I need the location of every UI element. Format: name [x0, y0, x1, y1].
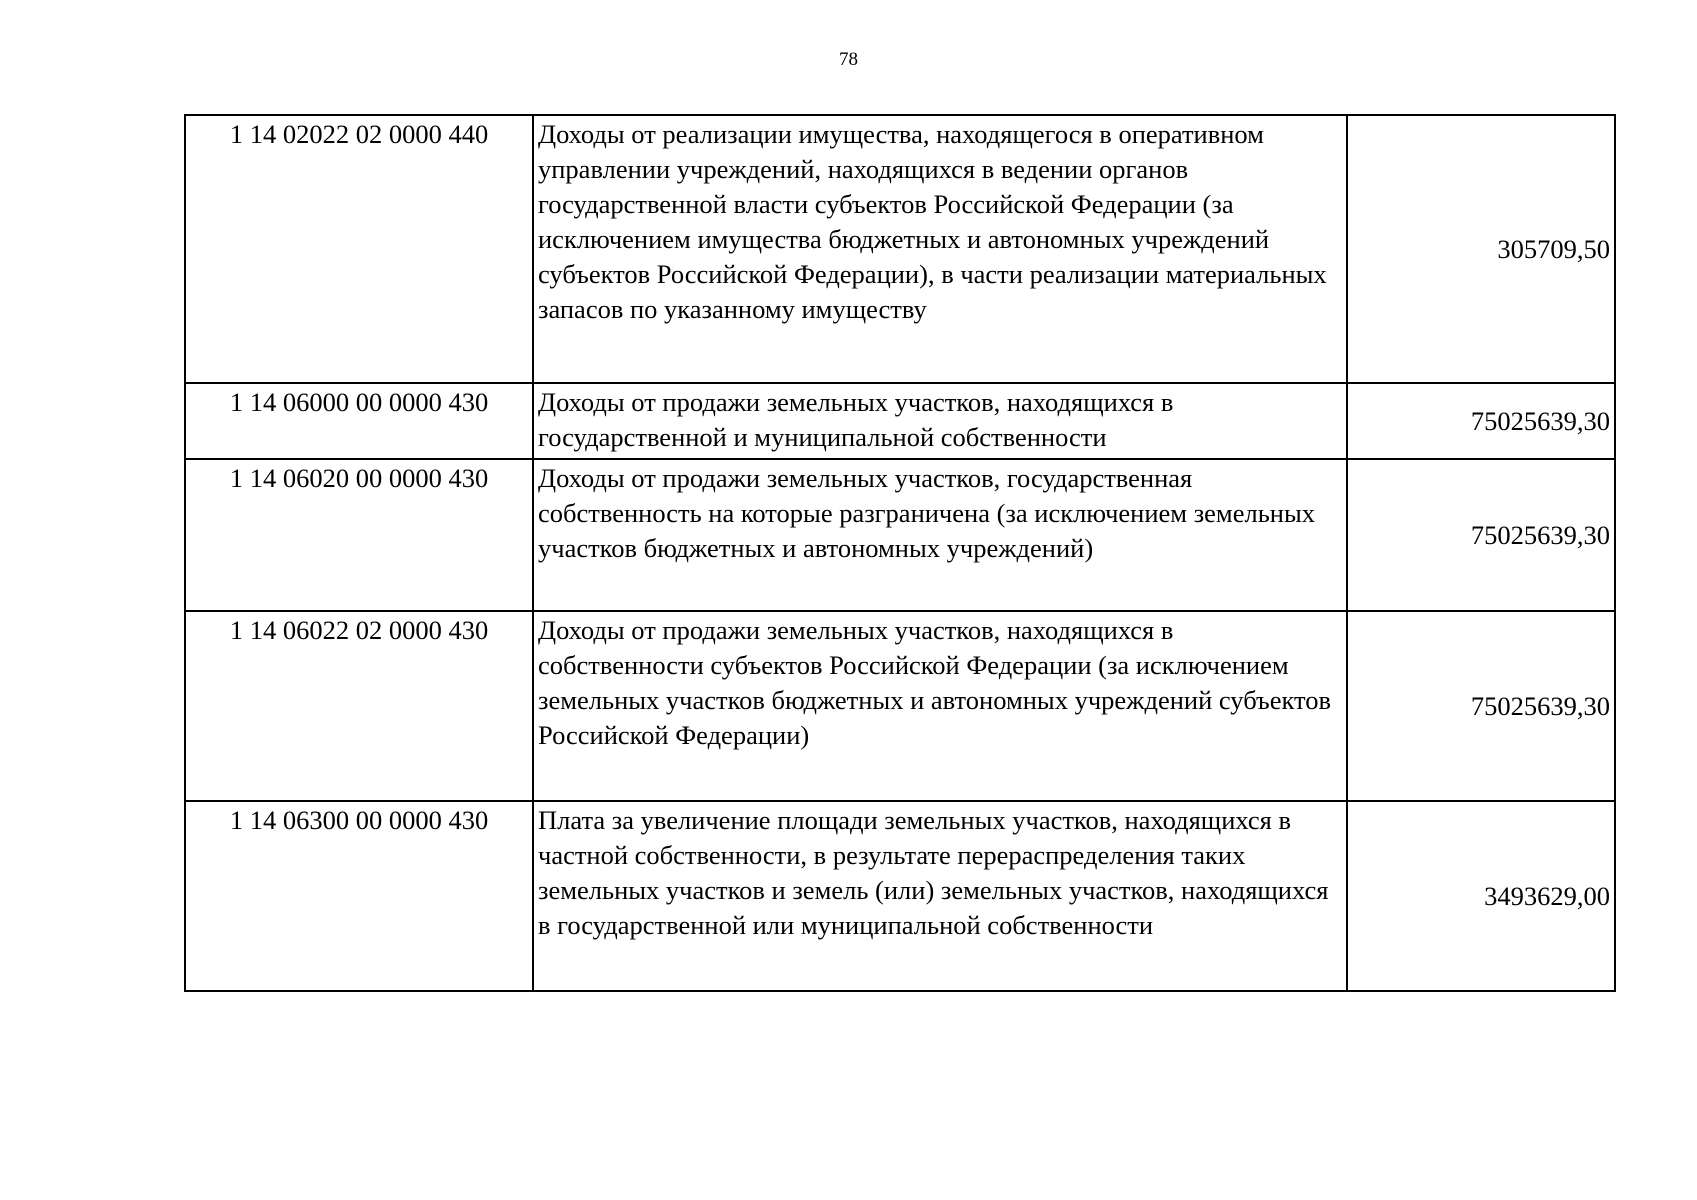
revenue-description: Доходы от реализации имущества, находящегося в оперативном управлении учреждений, находящихся в ведении органов государственной власти субъектов Российской Федерации (за исключением имущества бюджетных и автономных учреждений субъектов Российской Федерации), в части реализации материальных запасов по указанному имуществу: [533, 115, 1347, 383]
page-number: 78: [839, 49, 858, 70]
revenue-description: Плата за увеличение площади земельных участков, находящихся в частной собственности, в результате перераспределения таких земельных участков и земель (или) земельных участков, находящихся в государственной или муниципальной собственности: [533, 801, 1347, 991]
revenue-code: 1 14 06300 00 0000 430: [185, 801, 533, 991]
revenue-amount: 75025639,30: [1347, 611, 1615, 801]
revenue-amount: 75025639,30: [1347, 383, 1615, 459]
revenue-description: Доходы от продажи земельных участков, находящихся в собственности субъектов Российской Федерации (за исключением земельных участков бюджетных и автономных учреждений субъектов Российской Федерации): [533, 611, 1347, 801]
revenue-description: Доходы от продажи земельных участков, государственная собственность на которые разграничена (за исключением земельных участков бюджетных и автономных учреждений): [533, 459, 1347, 611]
table-row: [185, 383, 1615, 459]
revenue-code: 1 14 06022 02 0000 430: [185, 611, 533, 801]
revenue-amount: 75025639,30: [1347, 459, 1615, 611]
revenue-code: 1 14 06020 00 0000 430: [185, 459, 533, 611]
revenue-amount: 3493629,00: [1347, 801, 1615, 991]
revenue-code: 1 14 06000 00 0000 430: [185, 383, 533, 459]
revenue-amount: 305709,50: [1347, 115, 1615, 383]
revenue-description: Доходы от продажи земельных участков, находящихся в государственной и муниципальной собственности: [533, 383, 1347, 459]
revenue-code: 1 14 02022 02 0000 440: [185, 115, 533, 383]
table-row: [185, 611, 1615, 801]
table-row: [185, 459, 1615, 611]
table-row: [185, 801, 1615, 991]
table-row: [185, 115, 1615, 383]
revenue-table: [184, 114, 1616, 992]
